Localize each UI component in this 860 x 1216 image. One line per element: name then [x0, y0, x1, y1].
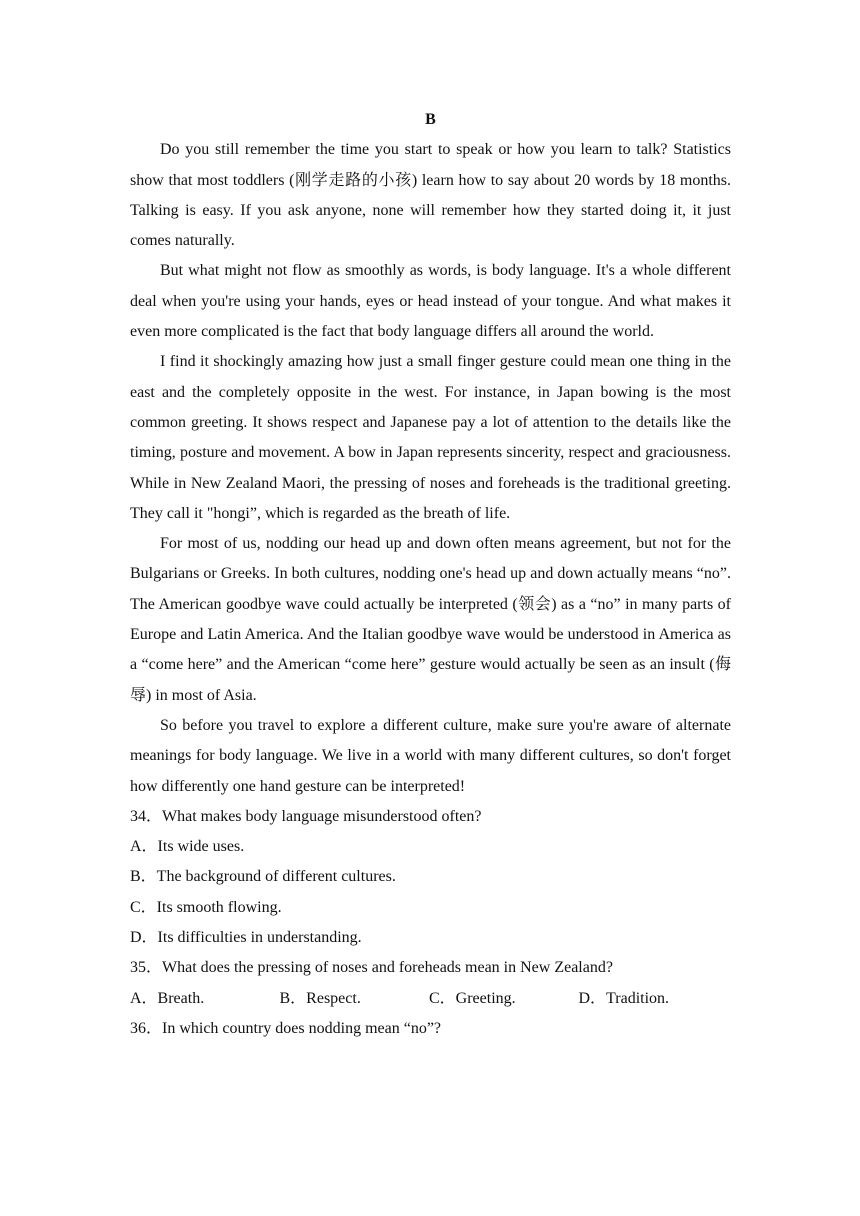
question-34-option-c: C．Its smooth flowing.: [130, 898, 282, 916]
section-title: B: [425, 111, 436, 128]
paragraph-1: Do you still remember the time you start to speak or how you learn to talk? Statistics show that most toddlers (刚学走路的小孩) learn how to say about 20 words by 18 months. Talking is easy. If you ask anyone, none will remember how they started doing it, it just comes naturally.: [130, 141, 731, 250]
document-page: [130, 105, 731, 1044]
paragraph-2: But what might not flow as smoothly as words, is body language. It's a whole different deal when you're using your hands, eyes or head instead of your tongue. And what makes it even more complicated is the fact that body language differs all around the world.: [130, 262, 731, 341]
question-34-stem: 34．What makes body language misunderstood often?: [130, 807, 482, 825]
question-34-option-a: A．Its wide uses.: [130, 838, 245, 856]
paragraph-4: For most of us, nodding our head up and down often means agreement, but not for the Bulgarians or Greeks. In both cultures, nodding one's head up and down actually means “no”. The American goodbye wave could actually be interpreted (领会) as a “no” in many parts of Europe and Latin America. And the Italian goodbye wave would be understood in America as a “come here” and the American “come here” gesture would actually be seen as an insult (侮辱) in most of Asia.: [130, 535, 731, 704]
question-35-option-c: C．Greeting.: [429, 989, 516, 1007]
question-34-option-d: D．Its difficulties in understanding.: [130, 929, 362, 947]
question-35-stem: 35．What does the pressing of noses and foreheads mean in New Zealand?: [130, 959, 613, 977]
question-35-option-a: A．Breath.: [130, 989, 205, 1007]
question-35-option-b: B．Respect.: [279, 989, 361, 1007]
question-34-option-b: B．The background of different cultures.: [130, 868, 396, 886]
question-35-option-d: D．Tradition.: [578, 989, 670, 1007]
question-36-stem: 36．In which country does nodding mean “no”?: [130, 1019, 442, 1037]
paragraph-5: So before you travel to explore a different culture, make sure you're aware of alternate meanings for body language. We live in a world with many different cultures, so don't forget how differently one hand gesture can be interpreted!: [130, 716, 731, 795]
question-35-options: [130, 984, 731, 1014]
paragraph-3: I find it shockingly amazing how just a small finger gesture could mean one thing in the east and the completely opposite in the west. For instance, in Japan bowing is the most common greeting. It shows respect and Japanese pay a lot of attention to the details like the timing, posture and movement. A bow in Japan represents sincerity, respect and graciousness. While in New Zealand Maori, the pressing of noses and foreheads is the traditional greeting. They call it "hongi”, which is regarded as the breath of life.: [130, 353, 731, 522]
